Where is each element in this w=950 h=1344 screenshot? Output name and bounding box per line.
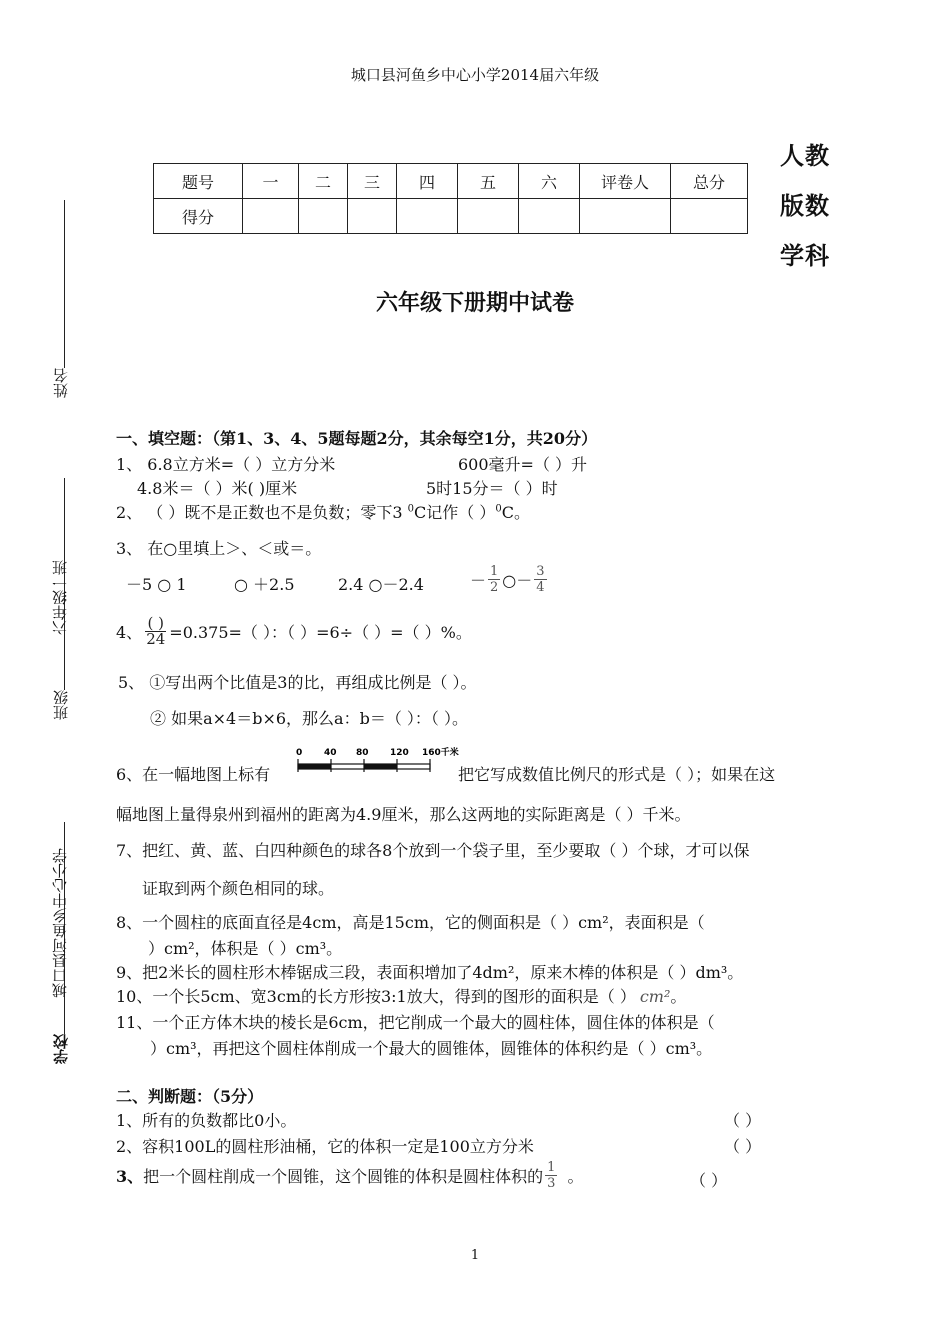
scale-label-160: 160千米 <box>422 748 459 758</box>
section2-heading: 二、判断题：（5分） <box>116 1087 264 1106</box>
score-header-cell: 五 <box>458 164 519 199</box>
question-10-text: 10、一个长5cm、宽3cm的长方形按3:1放大，得到的图形的面积是（ ） <box>116 987 636 1006</box>
question-7b: 证取到两个颜色相同的球。 <box>142 879 335 898</box>
judgement-3-end: 。 <box>567 1167 584 1186</box>
judgement-2: 2、容积100L的圆柱形油桶，它的体积一定是100立方分米 <box>116 1137 534 1156</box>
question-4-label: 4、 <box>116 623 143 642</box>
question-4 <box>116 616 472 647</box>
side-tag-2: 版数 <box>780 192 830 220</box>
question-4-rest: =0.375=（ ）：（ ）=6÷（ ）=（ ）%。 <box>169 623 472 642</box>
scale-label-80: 80 <box>356 748 369 758</box>
fraction-numerator: 3 <box>536 564 545 579</box>
score-cell[interactable] <box>397 199 458 234</box>
question-3-item-3: 2.4 ○－2.4 <box>338 575 424 594</box>
score-header-cell: 评卷人 <box>580 164 671 199</box>
question-6-post: 把它写成数值比例尺的形式是（ ）；如果在这 <box>458 765 776 784</box>
scale-label-0: 0 <box>296 748 303 758</box>
question-1b: 600毫升=（ ）升 <box>458 455 588 474</box>
degree-sup: 0 <box>407 503 414 515</box>
fraction-three-quarters <box>534 564 546 595</box>
judgement-1: 1、所有的负数都比0小。 <box>116 1111 297 1130</box>
score-cell[interactable] <box>458 199 519 234</box>
question-2-end: C。 <box>501 503 530 522</box>
question-3-item-4 <box>470 564 549 595</box>
scale-label-120: 120 <box>390 748 409 758</box>
score-cell[interactable] <box>243 199 299 234</box>
fraction-denominator: 2 <box>490 580 499 595</box>
scale-label-40: 40 <box>324 748 337 758</box>
degree-sup: 0 <box>495 503 502 515</box>
judgement-3-answer[interactable]: （ ） <box>690 1171 728 1190</box>
score-cell[interactable] <box>671 199 748 234</box>
fraction-one-half <box>488 564 500 595</box>
section1-heading: 一、填空题：（第1、3、4、5题每题2分，其余每空1分，共20分） <box>116 429 598 448</box>
question-9: 9、把2米长的圆柱形木棒锯成三段，表面积增加了4dm²，原来木棒的体积是（ ）dm³。 <box>116 963 744 982</box>
question-11b: ）cm³，再把这个圆柱体削成一个最大的圆锥体，圆锥体的体积约是（ ）cm³。 <box>150 1039 713 1058</box>
fraction-blank-over-24 <box>144 616 167 647</box>
score-header-cell: 四 <box>397 164 458 199</box>
question-7a: 7、把红、黄、蓝、白四种颜色的球各8个放到一个袋子里，至少要取（ ）个球，才可以保 <box>116 841 750 860</box>
question-5a: 5、 ①写出两个比值是3的比，再组成比例是（ ）。 <box>118 673 477 692</box>
fraction-denominator: 4 <box>536 580 545 595</box>
score-cell[interactable] <box>348 199 397 234</box>
score-header-cell: 三 <box>348 164 397 199</box>
compare-circle: ○－ <box>502 571 533 590</box>
question-3-item-2: ○ ＋2.5 <box>234 575 295 594</box>
side-tag-1: 人教 <box>780 142 830 170</box>
question-1a: 1、 6.8立方米=（ ）立方分米 <box>116 455 336 474</box>
fraction-denominator: 24 <box>146 630 166 648</box>
score-header-cell: 一 <box>243 164 299 199</box>
fraction-one-third <box>545 1160 557 1191</box>
minus-sign: － <box>470 571 487 590</box>
question-10-end: 。 <box>670 987 687 1006</box>
fraction-numerator: 1 <box>490 564 499 579</box>
question-8a: 8、一个圆柱的底面直径是4cm，高是15cm，它的侧面积是（ ）cm²，表面积是（ <box>116 913 705 932</box>
school-label: 学校 <box>52 1034 70 1064</box>
question-2 <box>116 500 530 523</box>
question-3: 3、 在○里填上＞、＜或＝。 <box>116 539 322 558</box>
score-cell[interactable] <box>299 199 348 234</box>
fraction-denominator: 3 <box>547 1176 556 1191</box>
question-1c: 4.8米＝（ ）米( )厘米 <box>137 479 298 498</box>
name-label: 姓名 <box>52 368 70 398</box>
judgement-2-answer[interactable]: （ ） <box>724 1137 762 1156</box>
question-2-mid: C记作（ ） <box>414 503 496 522</box>
question-10 <box>116 984 686 1007</box>
score-table <box>153 163 748 234</box>
page-header: 城口县河鱼乡中心小学2014届六年级 <box>350 66 600 84</box>
question-3-item-1: －5 ○ 1 <box>126 575 187 594</box>
question-2-pre: 2、 （ ）既不是正数也不是负数；零下3 <box>116 503 408 522</box>
judgement-3-number: 3、 <box>116 1167 144 1186</box>
map-scale-bar <box>290 744 459 778</box>
school-value: 城口县河鱼乡中心小学 <box>51 848 69 998</box>
score-cell[interactable] <box>580 199 671 234</box>
exam-title: 六年级下册期中试卷 <box>375 291 574 316</box>
page-number: 1 <box>470 1248 480 1263</box>
score-header-cell: 六 <box>519 164 580 199</box>
side-tag-3: 学科 <box>780 242 830 270</box>
fraction-numerator: 1 <box>547 1160 556 1175</box>
score-header-cell: 题号 <box>154 164 243 199</box>
score-row-label: 得分 <box>154 199 243 234</box>
question-8b: ）cm²，体积是（ ）cm³。 <box>148 939 343 958</box>
class-label: 班级 <box>52 690 70 720</box>
score-table-score-row <box>154 199 748 234</box>
score-cell[interactable] <box>519 199 580 234</box>
scale-bar-segment <box>298 764 331 769</box>
question-6-pre: 6、在一幅地图上标有 <box>116 765 271 784</box>
question-1d: 5时15分＝（ ）时 <box>426 479 558 498</box>
question-11a: 11、一个正方体木块的棱长是6cm，把它削成一个最大的圆柱体，圆住体的体积是（ <box>116 1013 715 1032</box>
question-10-unit: cm² <box>639 987 671 1006</box>
judgement-3 <box>116 1160 583 1191</box>
judgement-3-text: 把一个圆柱削成一个圆锥，这个圆锥的体积是圆柱体积的 <box>143 1167 544 1186</box>
scale-bar-segment <box>364 764 397 769</box>
score-table-header-row <box>154 164 748 199</box>
score-header-cell: 总分 <box>671 164 748 199</box>
score-header-cell: 二 <box>299 164 348 199</box>
fraction-numerator: ( ) <box>147 614 164 632</box>
judgement-1-answer[interactable]: （ ） <box>724 1111 762 1130</box>
class-value: 六年级一班 <box>51 560 69 635</box>
question-6-line2: 幅地图上量得泉州到福州的距离为4.9厘米，那么这两地的实际距离是（ ）千米。 <box>116 805 691 824</box>
question-5b: ② 如果a×4＝b×6，那么a：b＝（ ）：（ ）。 <box>150 709 468 728</box>
name-blank-line <box>64 200 65 368</box>
